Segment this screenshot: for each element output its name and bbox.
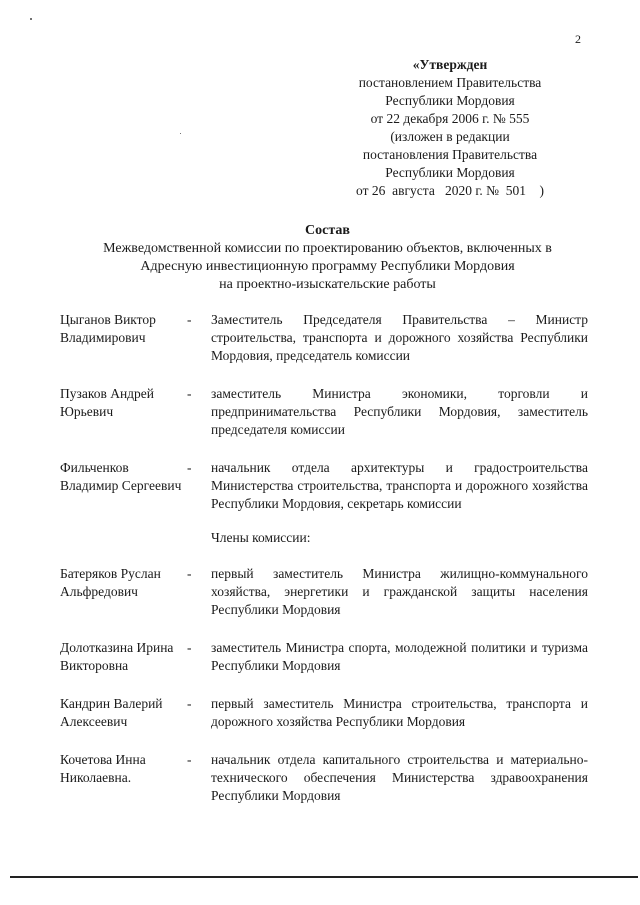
commission-list xyxy=(60,311,588,805)
member-role: начальник отдела капитального строительства и материально-технического обеспечения Министерства здравоохранения Республики Мордовия xyxy=(211,752,588,803)
member-name: Кандрин Валерий Алексеевич xyxy=(60,696,163,729)
entry-dash: - xyxy=(187,386,192,401)
approval-line: от 26 августа 2020 г. № 501 ) xyxy=(356,183,544,198)
commission-entry xyxy=(60,311,588,365)
scan-speck xyxy=(180,133,181,134)
document-subtitle-line: Адресную инвестиционную программу Республики Мордовия xyxy=(140,259,515,274)
commission-entry xyxy=(60,459,588,513)
commission-entry xyxy=(60,695,588,731)
page-bottom-rule xyxy=(10,876,638,878)
entry-dash: - xyxy=(187,566,192,581)
member-name: Батеряков Руслан Альфредович xyxy=(60,566,161,599)
member-name: Цыганов Виктор Владимирович xyxy=(60,312,156,345)
approval-line: Республики Мордовия xyxy=(385,93,515,108)
document-subtitle-line: на проектно-изыскательские работы xyxy=(219,277,436,292)
member-name: Кочетова Инна Николаевна. xyxy=(60,752,146,785)
commission-entry xyxy=(60,565,588,619)
member-role: заместитель Министра экономики, торговли и предпринимательства Республики Мордовия, заместитель председателя комиссии xyxy=(211,386,588,437)
page-number: 2 xyxy=(575,32,581,46)
entry-dash: - xyxy=(187,696,192,711)
commission-entry xyxy=(60,751,588,805)
member-role: начальник отдела архитектуры и градостроительства Министерства строительства, транспорта и дорожного хозяйства Республики Мордовия, секретарь комиссии xyxy=(211,460,588,511)
entry-dash: - xyxy=(187,752,192,767)
member-role: первый заместитель Министра строительства, транспорта и дорожного хозяйства Республики Мордовия xyxy=(211,696,588,729)
approval-line: постановлением Правительства xyxy=(358,75,542,90)
member-name: Пузаков Андрей Юрьевич xyxy=(60,386,155,419)
member-name: Фильченков Владимир Сергеевич xyxy=(60,460,182,493)
document-title-block xyxy=(40,222,615,294)
commission-entry xyxy=(60,639,588,675)
member-role: заместитель Министра спорта, молодежной политики и туризма Республики Мордовия xyxy=(211,640,588,673)
document-subtitle-line: Межведомственной комиссии по проектированию объектов, включенных в xyxy=(103,241,552,256)
entry-dash: - xyxy=(187,312,192,327)
document-title: Состав xyxy=(305,223,350,238)
approval-block xyxy=(300,56,600,200)
member-name: Долотказина Ирина Викторовна xyxy=(60,640,174,673)
entry-dash: - xyxy=(187,460,192,475)
approval-line: от 22 декабря 2006 г. № 555 xyxy=(370,111,530,126)
member-role: Заместитель Председателя Правительства – Министр строительства, транспорта и дорожного хозяйства Республики Мордовия, председатель комиссии xyxy=(211,312,588,363)
approval-line: «Утвержден xyxy=(412,57,488,72)
member-role: первый заместитель Министра жилищно-коммунального хозяйства, энергетики и гражданской защиты населения Республики Мордовия xyxy=(211,566,588,617)
members-section-label: Члены комиссии: xyxy=(211,530,311,545)
approval-line: постановления Правительства xyxy=(362,147,538,162)
commission-entry xyxy=(60,385,588,439)
approval-line: Республики Мордовия xyxy=(385,165,515,180)
approval-line: (изложен в редакции xyxy=(390,129,510,144)
entry-dash: - xyxy=(187,640,192,655)
scan-speck xyxy=(30,18,32,20)
